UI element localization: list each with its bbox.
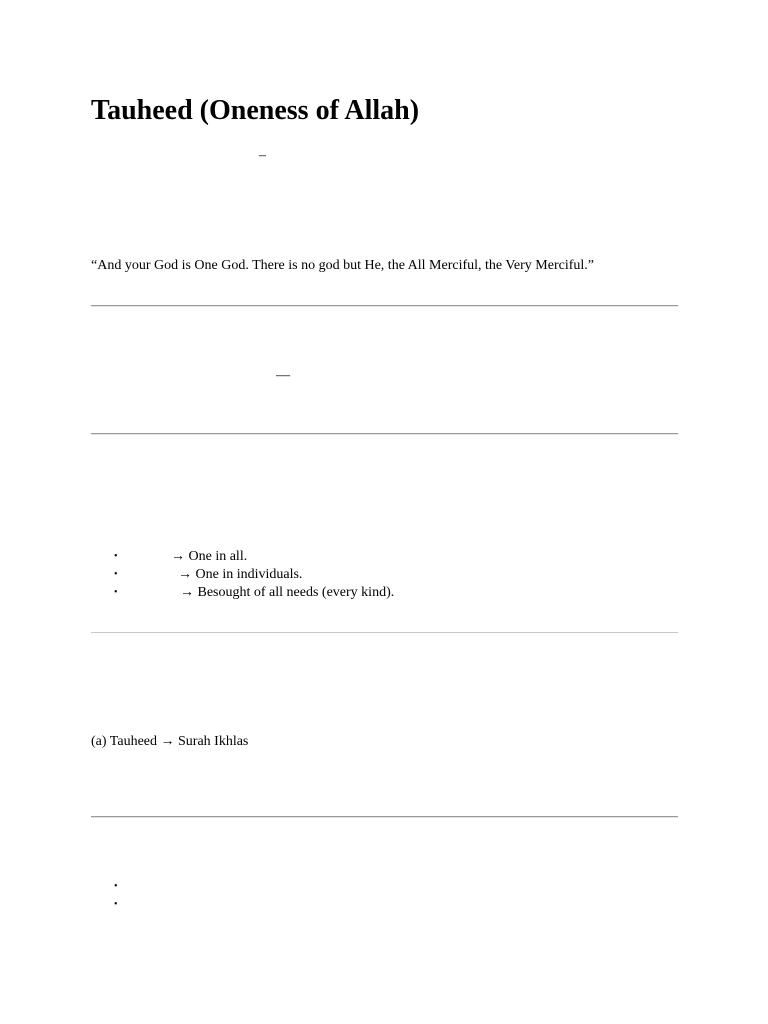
surah-line: (a) Tauheed → Surah Ikhlas bbox=[91, 734, 249, 749]
divider bbox=[91, 816, 678, 818]
divider bbox=[91, 433, 678, 435]
list-item-text: → One in all. bbox=[171, 549, 248, 564]
long-dash: — bbox=[276, 368, 290, 383]
bullet-icon: • bbox=[114, 881, 118, 892]
page-title: Tauheed (Oneness of Allah) bbox=[91, 95, 420, 126]
bullet-icon: • bbox=[114, 899, 118, 910]
list-item-text: → One in individuals. bbox=[178, 567, 303, 582]
quran-quote: “And your God is One God. There is no god but He, the All Merciful, the Very Merciful.” bbox=[91, 258, 594, 273]
bullet-icon: • bbox=[114, 551, 118, 562]
bullet-icon: • bbox=[114, 587, 118, 598]
divider bbox=[91, 305, 678, 307]
bullet-icon: • bbox=[114, 569, 118, 580]
divider bbox=[91, 632, 678, 633]
list-item bbox=[0, 878, 200, 896]
list-item-text: → Besought of all needs (every kind). bbox=[180, 585, 395, 600]
list-item bbox=[0, 548, 700, 566]
list-item bbox=[0, 584, 700, 602]
list-item bbox=[0, 566, 700, 584]
list-item bbox=[0, 896, 200, 914]
short-dash: – bbox=[259, 148, 266, 163]
